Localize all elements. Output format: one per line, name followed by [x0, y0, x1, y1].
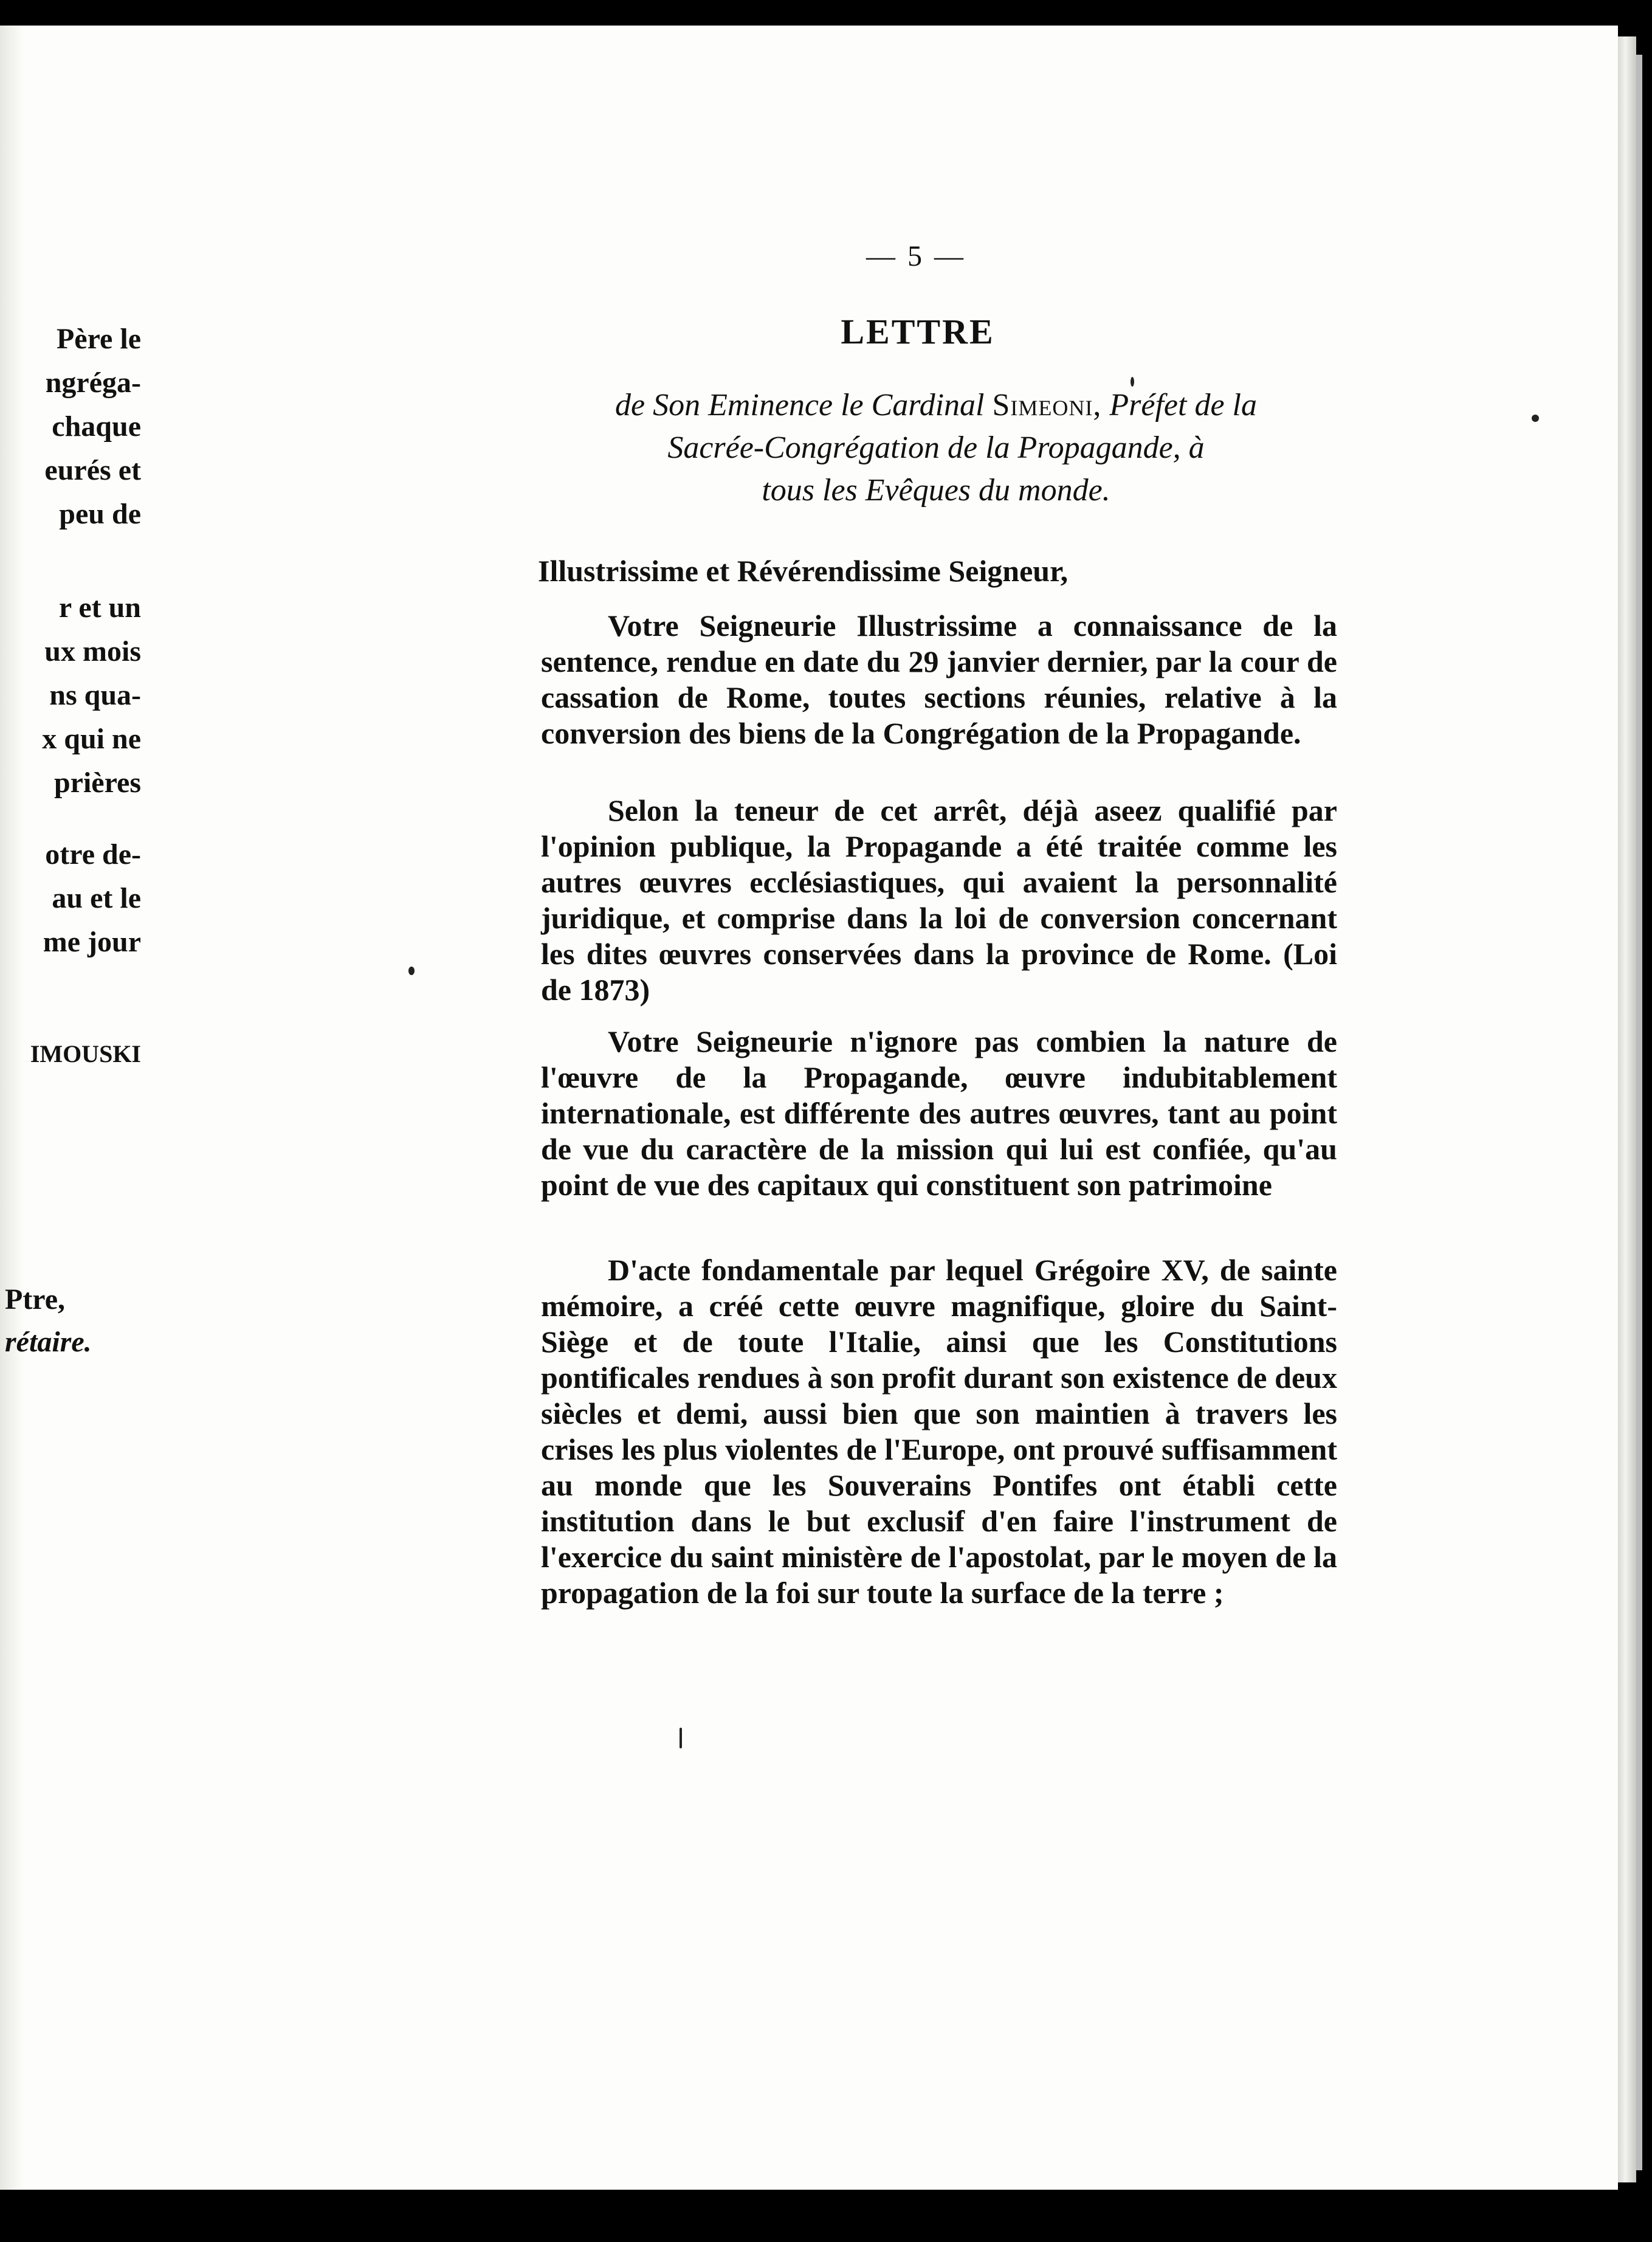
fragment-line: Ptre,: [5, 1283, 66, 1316]
fragment-line: eurés et: [44, 454, 141, 486]
previous-page-fragment: [0, 26, 158, 2190]
letter-title: LETTRE: [841, 312, 995, 351]
subtitle-line-3: tous les Evêques du monde.: [762, 473, 1110, 508]
fragment-line: au et le: [52, 882, 141, 914]
page-edge: [1618, 36, 1636, 2182]
fragment-line: rétaire.: [5, 1326, 92, 1358]
paragraph-text: Votre Seigneurie n'ignore pas combien la nature de l'œuvre de la Propagande, œuvre indubitablement internationale, est différente des autres œuvres, tant au point de vue du caractère de la mission qui lui est confiée, qu'au point de vue des capitaux qui constituent son patrimoine: [541, 1024, 1337, 1202]
fragment-line: chaque: [52, 410, 141, 443]
fragment-line: peu de: [59, 498, 141, 530]
fragment-line: r et un: [58, 592, 141, 624]
page-number: — 5 —: [866, 240, 966, 272]
subtitle-text: Préfet de la: [1101, 388, 1257, 423]
fragment-line: prières: [53, 767, 141, 799]
subtitle-line-1: [535, 384, 1337, 427]
scan-speck: [1131, 377, 1134, 387]
fragment-line: ngréga-: [45, 367, 141, 399]
fragment-line: x qui ne: [42, 723, 141, 755]
page-edge-shadow: [1636, 55, 1642, 2170]
scanned-page: [0, 26, 1618, 2190]
fragment-line: IMOUSKI: [30, 1040, 141, 1068]
paragraph: [541, 793, 1337, 1008]
paragraph: [541, 1024, 1337, 1203]
fragment-line: ux mois: [44, 635, 141, 667]
paragraph: [541, 1252, 1337, 1611]
paragraph-text: Selon la teneur de cet arrêt, déjà aseez qualifié par l'opinion publique, la Propagande a été traitée comme les autres œuvres ecclésiastiques, qui avaient la personnalité juridique, et comprise dans la loi de conversion concernant les dites œuvres conservées dans la province de Rome. (Loi de 1873): [541, 793, 1337, 1007]
paragraph-text: Votre Seigneurie Illustrissime a connaissance de la sentence, rendue en date du 29 janvier dernier, par la cour de cassation de Rome, toutes sections réunies, relative à la conversion des biens de la Congrégation de la Propagande.: [541, 609, 1337, 750]
subtitle-text: de Son Eminence le Cardinal: [615, 388, 993, 423]
cardinal-name: Simeoni,: [992, 388, 1102, 423]
salutation: Illustrissime et Révérendissime Seigneur,: [538, 554, 1069, 588]
scan-speck: [1532, 415, 1539, 422]
scan-speck: [408, 967, 415, 975]
fragment-line: ns qua-: [49, 679, 141, 711]
fragment-line: Père le: [56, 323, 141, 355]
paragraph-text: D'acte fondamentale par lequel Grégoire XV, de sainte mémoire, a créé cette œuvre magnifique, gloire du Saint-Siège et de toute l'Italie, ainsi que les Constitutions pontificales rendues à son profit durant son existence de deux siècles et demi, aussi bien que son maintien à travers les crises les plus violentes de l'Europe, ont prouvé suffisamment au monde que les Souverains Pontifes ont établi cette institution dans le but exclusif d'en faire l'instrument de l'exercice du saint ministère de l'apostolat, par le moyen de la propagation de la foi sur toute la surface de la terre ;: [541, 1253, 1337, 1610]
letter-subtitle: [535, 384, 1337, 512]
fragment-line: otre de-: [45, 838, 141, 871]
subtitle-line-2: Sacrée-Congrégation de la Propagande, à: [667, 430, 1205, 465]
scan-speck: [680, 1728, 682, 1748]
fragment-line: me jour: [43, 926, 141, 958]
paragraph: [541, 608, 1337, 751]
